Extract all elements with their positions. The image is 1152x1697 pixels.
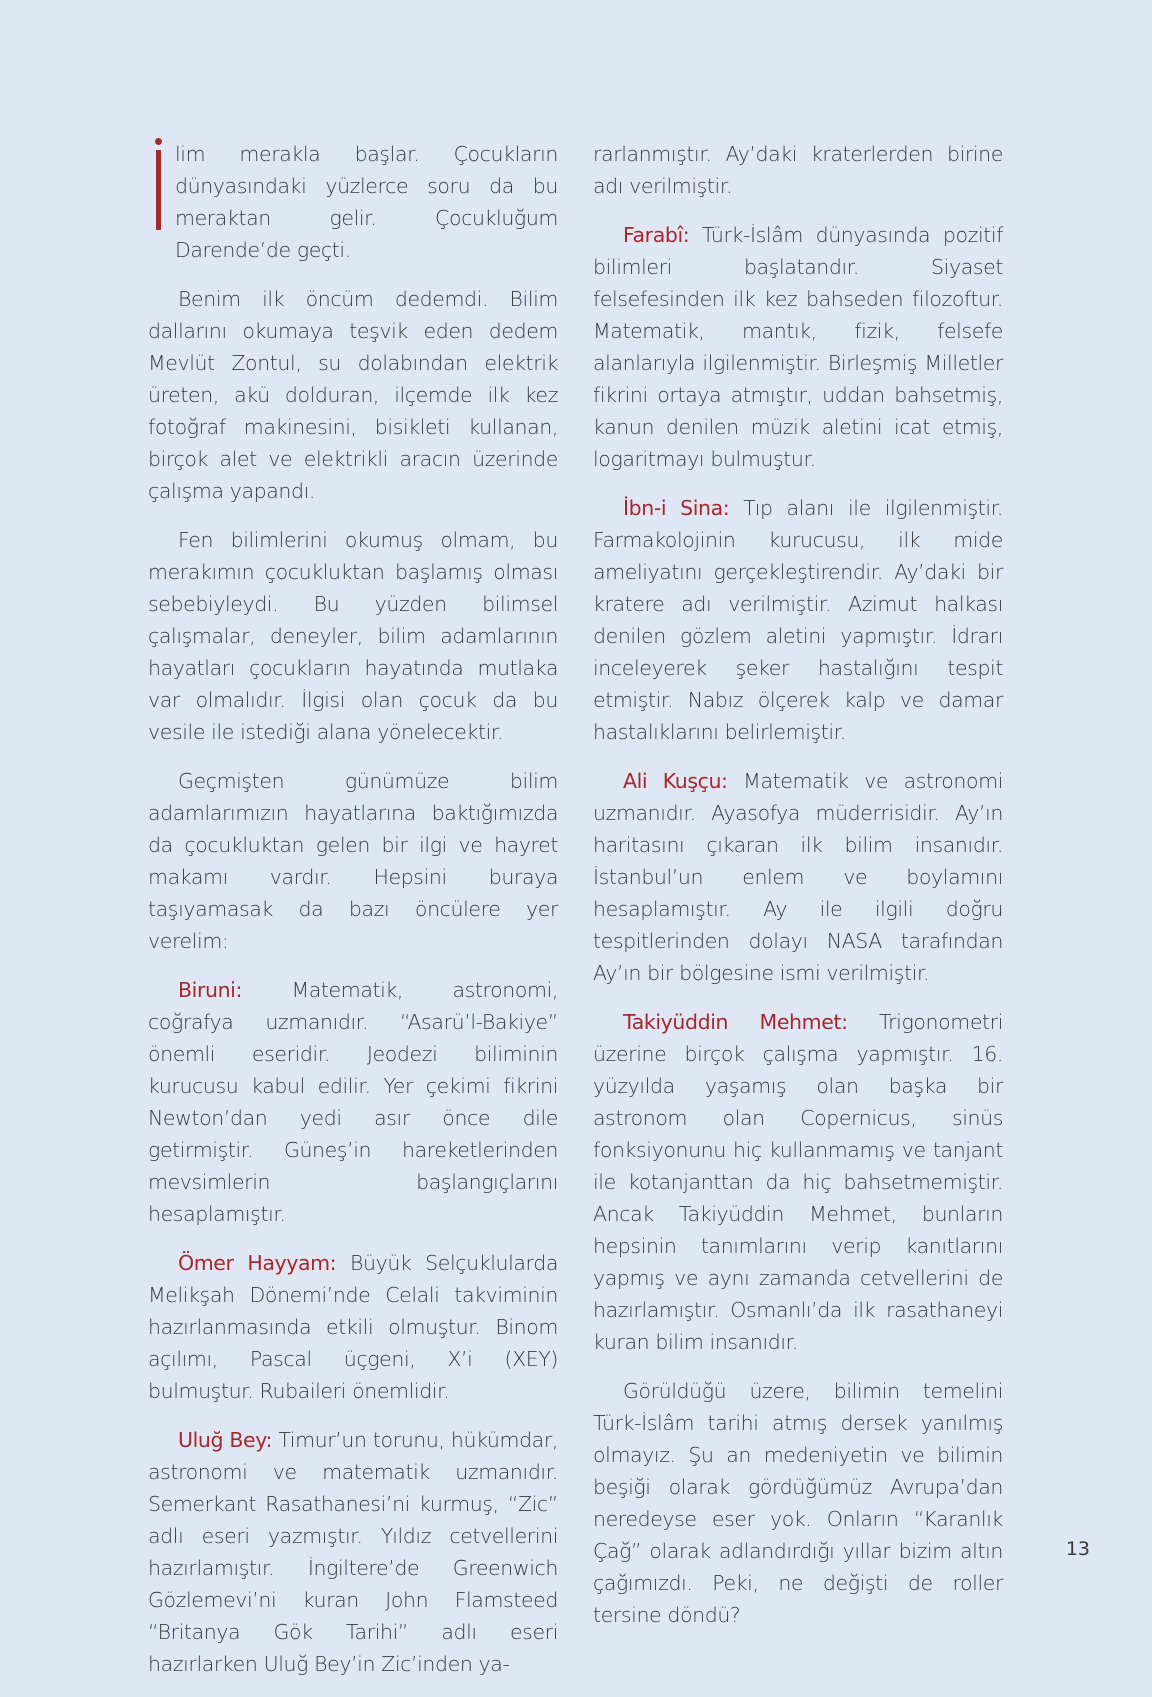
term-ulug-bey: Uluğ Bey: — [178, 1428, 273, 1452]
right-column — [593, 138, 1003, 1648]
text-farabi: Türk-İslâm dünyasında pozitif bilimleri başlatandır. Siyaset felsefesinden ilk kez bahseden filozoftur. Matematik, mantık, fizik, felsefe alanlarıyla ilgilenmiştir. Birleşmiş Milletler fikrini ortaya atmıştır, uddan bahsetmiş, kanun denilen müzik aletini icat etmiş, logaritmayı bulmuştur. — [593, 223, 1003, 471]
entry-ibn-i-sina — [593, 492, 1003, 748]
term-omer-hayyam: Ömer Hayyam: — [178, 1251, 337, 1275]
text-takiyuddin-mehmet: Trigonometri üzerine birçok çalışma yapmıştır. 16. yüzyılda yaşamış olan başka bir astronom olan Copernicus, sinüs fonksiyonunu hiç kullanmamış ve tanjant ile kotanjanttan da hiç bahsetmemiştir. Ancak Takiyüddin Mehmet, bunların hepsinin tanımlarını verip kanıtlarını yapmış ve aynı zamanda cetvellerini de hazırlamıştır. Osmanlı’da ilk rasathaneyi kuran bilim insanıdır. — [593, 1010, 1003, 1354]
entry-ulug-bey — [148, 1424, 558, 1680]
intro-paragraph — [148, 138, 558, 266]
term-biruni: Biruni̇: — [178, 978, 242, 1002]
intro-text: lim merakla başlar. Çocukların dünyasındaki yüzlerce soru da bu meraktan gelir. Çocukluğum Darende’de geçti. — [175, 142, 558, 262]
entry-takiyuddin-mehmet — [593, 1006, 1003, 1358]
text-biruni: Matematik, astronomi, coğrafya uzmanıdır. “Asarü’l-Bakiye” önemli eseridir. Jeodezi biliminin kurucusu kabul edilir. Yer çekimi fikrini Newton’dan yedi asır önce dile getirmiştir. Güneş’in hareketlerinden mevsimlerin başlangıçlarını hesaplamıştır. — [148, 978, 558, 1226]
text-ulug-bey: Timur’un torunu, hükümdar, astronomi ve matematik uzmanıdır. Semerkant Rasathanesi’ni kurmuş, “Zic” adlı eseri yazmıştır. Yıldız cetvellerini hazırlamıştır. İngiltere’de Greenwich Gözlemevi’ni kuran John Flamsteed “Britanya Gök Tarihi” adlı eseri hazırlarken Uluğ Bey’in Zic’inden ya- — [148, 1428, 558, 1676]
term-farabi: Farabî: — [623, 223, 690, 247]
entry-biruni — [148, 974, 558, 1230]
left-column — [148, 138, 558, 1697]
term-takiyuddin-mehmet: Takiyüddin Mehmet: — [623, 1010, 848, 1034]
entry-omer-hayyam — [148, 1247, 558, 1407]
text-ali-kuscu: Matematik ve astronomi uzmanıdır. Ayasofya müderrisidir. Ay’ın haritasını çıkaran ilk bilim insanıdır. İstanbul’un enlem ve boylamını hesaplamıştır. Ay ile ilgili doğru tespitlerinden dolayı NASA tarafından Ay’ın bir bölgesine ismi verilmiştir. — [593, 769, 1003, 985]
paragraph-science-study: Fen bilimlerini okumuş olmam, bu merakımın çocukluktan başlamış olması sebebiyleydi. Bu yüzden bilimsel çalışmalar, deneyler, bilim adamlarının hayatları çocukların hayatında mutlaka var olmalıdır. İlgisi olan çocuk da bu vesile ile istediği alana yönelecektir. — [148, 528, 558, 744]
paragraph-grandfather: Benim ilk öncüm dedemdi. Bilim dallarını okumaya teşvik eden dedem Mevlüt Zontul, su dolabından elektrik üreten, akü dolduran, ilçemde ilk kez fotoğraf makinesini, bisikleti kullanan, birçok alet ve elektrikli aracın üzerinde çalışma yapandı. — [148, 287, 558, 503]
text-ibn-i-sina: Tıp alanı ile ilgilenmiştir. Farmakolojinin kurucusu, ilk mide ameliyatını gerçekleştirendir. Ay’daki bir kratere adı verilmiştir. Azimut halkası denilen gözlem aletini yapmıştır. İdrarı inceleyerek şeker hastalığını tespit etmiştir. Nabız ölçerek kalp ve damar hastalıklarını belirlemiştir. — [593, 496, 1003, 744]
entry-farabi — [593, 219, 1003, 475]
paragraph-pioneers-intro: Geçmişten günümüze bilim adamlarımızın hayatlarına baktığımızda da çocukluktan gelen bir ilgi ve hayret makamı vardır. Hepsini buraya taşıyamasak da bazı öncülere yer verelim: — [148, 769, 558, 953]
page-number: 13 — [1065, 1538, 1090, 1560]
term-ibn-i-sina: İbn-i Sina: — [623, 496, 730, 520]
dropcap-letter-i — [148, 138, 168, 230]
entry-ali-kuscu — [593, 765, 1003, 989]
paragraph-conclusion: Görüldüğü üzere, bilimin temelini Türk-İslâm tarihi atmış dersek yanılmış olmayız. Şu an medeniyetin ve bilimin beşiği olarak gördüğümüz Avrupa’dan neredeyse eser yok. Onların “Karanlık Çağ” olarak adlandırdığı yıllar bizim altın çağımızdı. Peki, ne değişti de roller tersine döndü? — [593, 1379, 1003, 1627]
ulug-bey-continuation: rarlanmıştır. Ay’daki kraterlerden birine adı verilmiştir. — [593, 142, 1003, 198]
term-ali-kuscu: Ali Kuşçu: — [623, 769, 728, 793]
text-omer-hayyam: Büyük Selçuklularda Melikşah Dönemi’nde Celali takviminin hazırlanmasında etkili olmuştur. Binom açılımı, Pascal üçgeni, X’i (XEY) bulmuştur. Rubaileri önemlidir. — [148, 1251, 558, 1403]
